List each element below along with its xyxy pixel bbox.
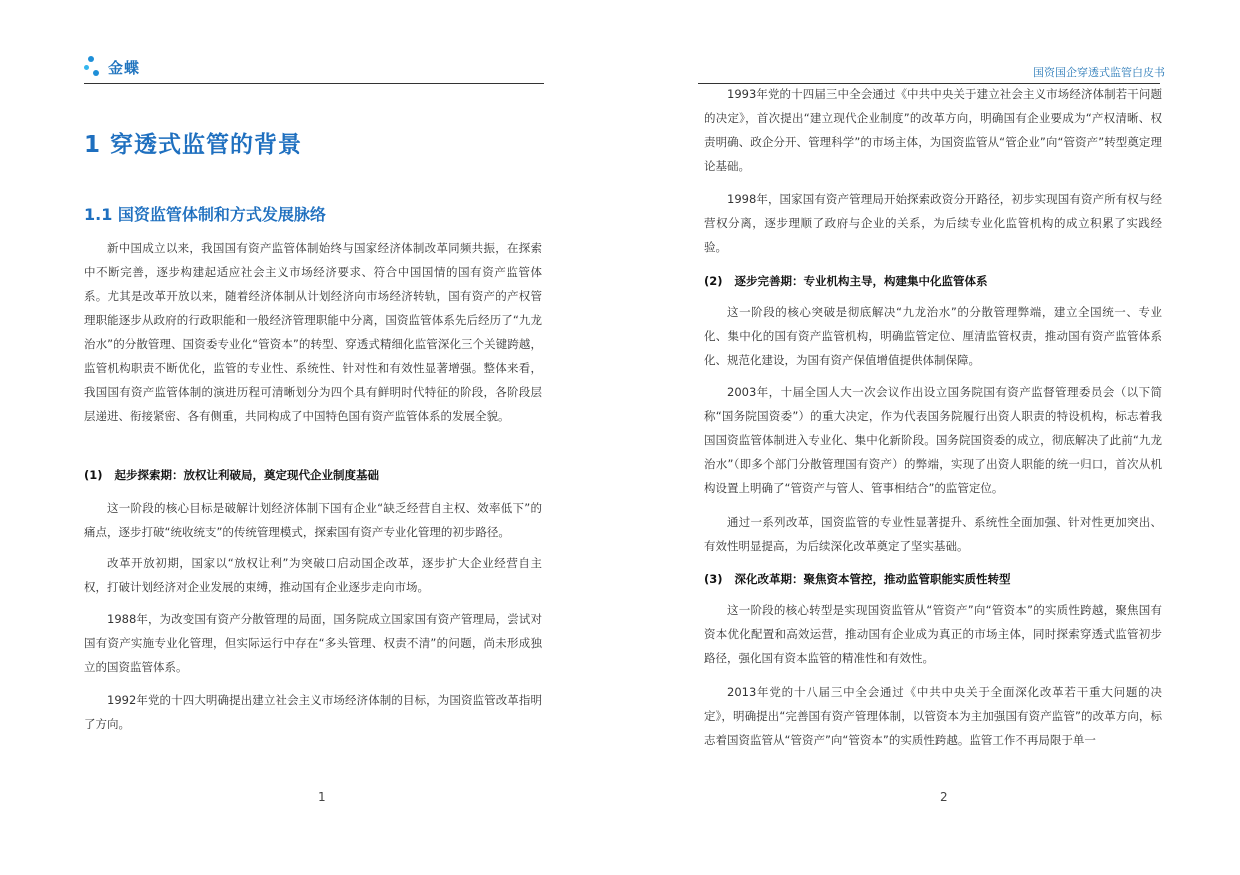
paragraph: 2003年，十届全国人大一次会议作出设立国务院国有资产监督管理委员会（以下简称“国务院国资委”）的重大决定，作为代表国务院履行出资人职责的特设机构，标志着我国国资监管体制进入专业化、集中化新阶段。国务院国资委的成立，彻底解决了此前“九龙治水”（即多个部门分散管理国有资产）的弊端，实现了出资人职能的统一归口，首次从机构设置上明确了“管资产与管人、管事相结合”的监管定位。 <box>704 385 1162 495</box>
intro-paragraph: 新中国成立以来，我国国有资产监管体制始终与国家经济体制改革同频共振，在探索中不断完善，逐步构建起适应社会主义市场经济要求、符合中国国情的国有资产监管体系。尤其是改革开放以来，随着经济体制从计划经济向市场经济转轨，国有资产的产权管理职能逐步从政府的行政职能和一般经济管理职能中分离，国资监管体系先后经历了“九龙治水”的分散管理、国资委专业化“管资本”的转型、穿透式精细化监管深化三个关键跨越，监管机构职责不断优化，监管的专业性、系统性、针对性和有效性显著增强。整体来看，我国国有资产监管体制的演进历程可清晰划分为四个具有鲜明时代特征的阶段，各阶段层层递进、衔接紧密、各有侧重，共同构成了中国特色国有资产监管体系的发展全貌。 <box>84 241 542 423</box>
subsection-1-heading <box>84 464 542 486</box>
kingdee-logo <box>84 55 140 79</box>
paragraph: 通过一系列改革，国资监管的专业性显著提升、系统性全面加强、针对性更加突出、有效性明显提高，为后续深化改革奠定了坚实基础。 <box>704 515 1162 553</box>
paragraph: 这一阶段的核心突破是彻底解决“九龙治水”的分散管理弊端，建立全国统一、专业化、集中化的国有资产监管机构，明确监管定位、厘清监管权责，推动国有资产监管体系化、规范化建设，为国有资产保值增值提供体制保障。 <box>704 305 1162 367</box>
subsection-3-heading <box>704 568 1162 590</box>
logo-dots-icon <box>84 55 104 79</box>
header-rule <box>84 83 544 84</box>
page-number: 1 <box>318 790 326 804</box>
paragraph: 2013年党的十八届三中全会通过《中共中央关于全面深化改革若干重大问题的决定》，明确提出“完善国有资产管理体制，以管资本为主加强国有资产监管”的改革方向，标志着国资监管从“管资产”向“管资本”的实质性跨越。监管工作不再局限于单一 <box>704 685 1162 747</box>
subsection-3-number: (3) <box>704 572 723 586</box>
subsection-1-number: (1) <box>84 468 103 482</box>
subsection-2-heading <box>704 270 1162 292</box>
section-title: 1.1 国资监管体制和方式发展脉络 <box>84 205 326 224</box>
chapter-title: 1 穿透式监管的背景 <box>84 132 303 158</box>
subsection-1-title: 起步探索期：放权让利破局，奠定现代企业制度基础 <box>114 468 380 482</box>
paragraph: 这一阶段的核心转型是实现国资监管从“管资产”向“管资本”的实质性跨越，聚焦国有资本优化配置和高效运营，推动国有企业成为真正的市场主体，同时探索穿透式监管初步路径，强化国有资本监管的精准性和有效性。 <box>704 603 1162 665</box>
paragraph: 1998年，国家国有资产管理局开始探索政资分开路径，初步实现国有资产所有权与经营权分离，逐步理顺了政府与企业的关系，为后续专业化监管机构的成立积累了实践经验。 <box>704 192 1162 254</box>
subsection-2-number: (2) <box>704 274 723 288</box>
paragraph: 改革开放初期，国家以“放权让利”为突破口启动国企改革，逐步扩大企业经营自主权，打破计划经济对企业发展的束缚，推动国有企业逐步走向市场。 <box>84 556 542 594</box>
logo-text: 金蝶 <box>108 58 141 77</box>
paragraph: 这一阶段的核心目标是破解计划经济体制下国有企业“缺乏经营自主权、效率低下”的痛点，逐步打破“统收统支”的传统管理模式，探索国有资产专业化管理的初步路径。 <box>84 501 542 539</box>
right-page <box>620 0 1240 875</box>
subsection-3-title: 深化改革期：聚焦资本管控，推动监管职能实质性转型 <box>734 572 1011 586</box>
page-number: 2 <box>940 790 948 804</box>
paragraph: 1993年党的十四届三中全会通过《中共中央关于建立社会主义市场经济体制若干问题的决定》，首次提出“建立现代企业制度”的改革方向，明确国有企业要成为“产权清晰、权责明确、政企分开、管理科学”的市场主体，为国资监管从“管企业”向“管资产”转型奠定理论基础。 <box>704 87 1162 173</box>
document-header-title: 国资国企穿透式监管白皮书 <box>1033 66 1165 79</box>
paragraph: 1992年党的十四大明确提出建立社会主义市场经济体制的目标，为国资监管改革指明了方向。 <box>84 693 542 731</box>
paragraph: 1988年，为改变国有资产分散管理的局面，国务院成立国家国有资产管理局，尝试对国有资产实施专业化管理，但实际运行中存在“多头管理、权责不清”的问题，尚未形成独立的国资监管体系。 <box>84 612 542 674</box>
subsection-2-title: 逐步完善期：专业机构主导，构建集中化监管体系 <box>734 274 988 288</box>
